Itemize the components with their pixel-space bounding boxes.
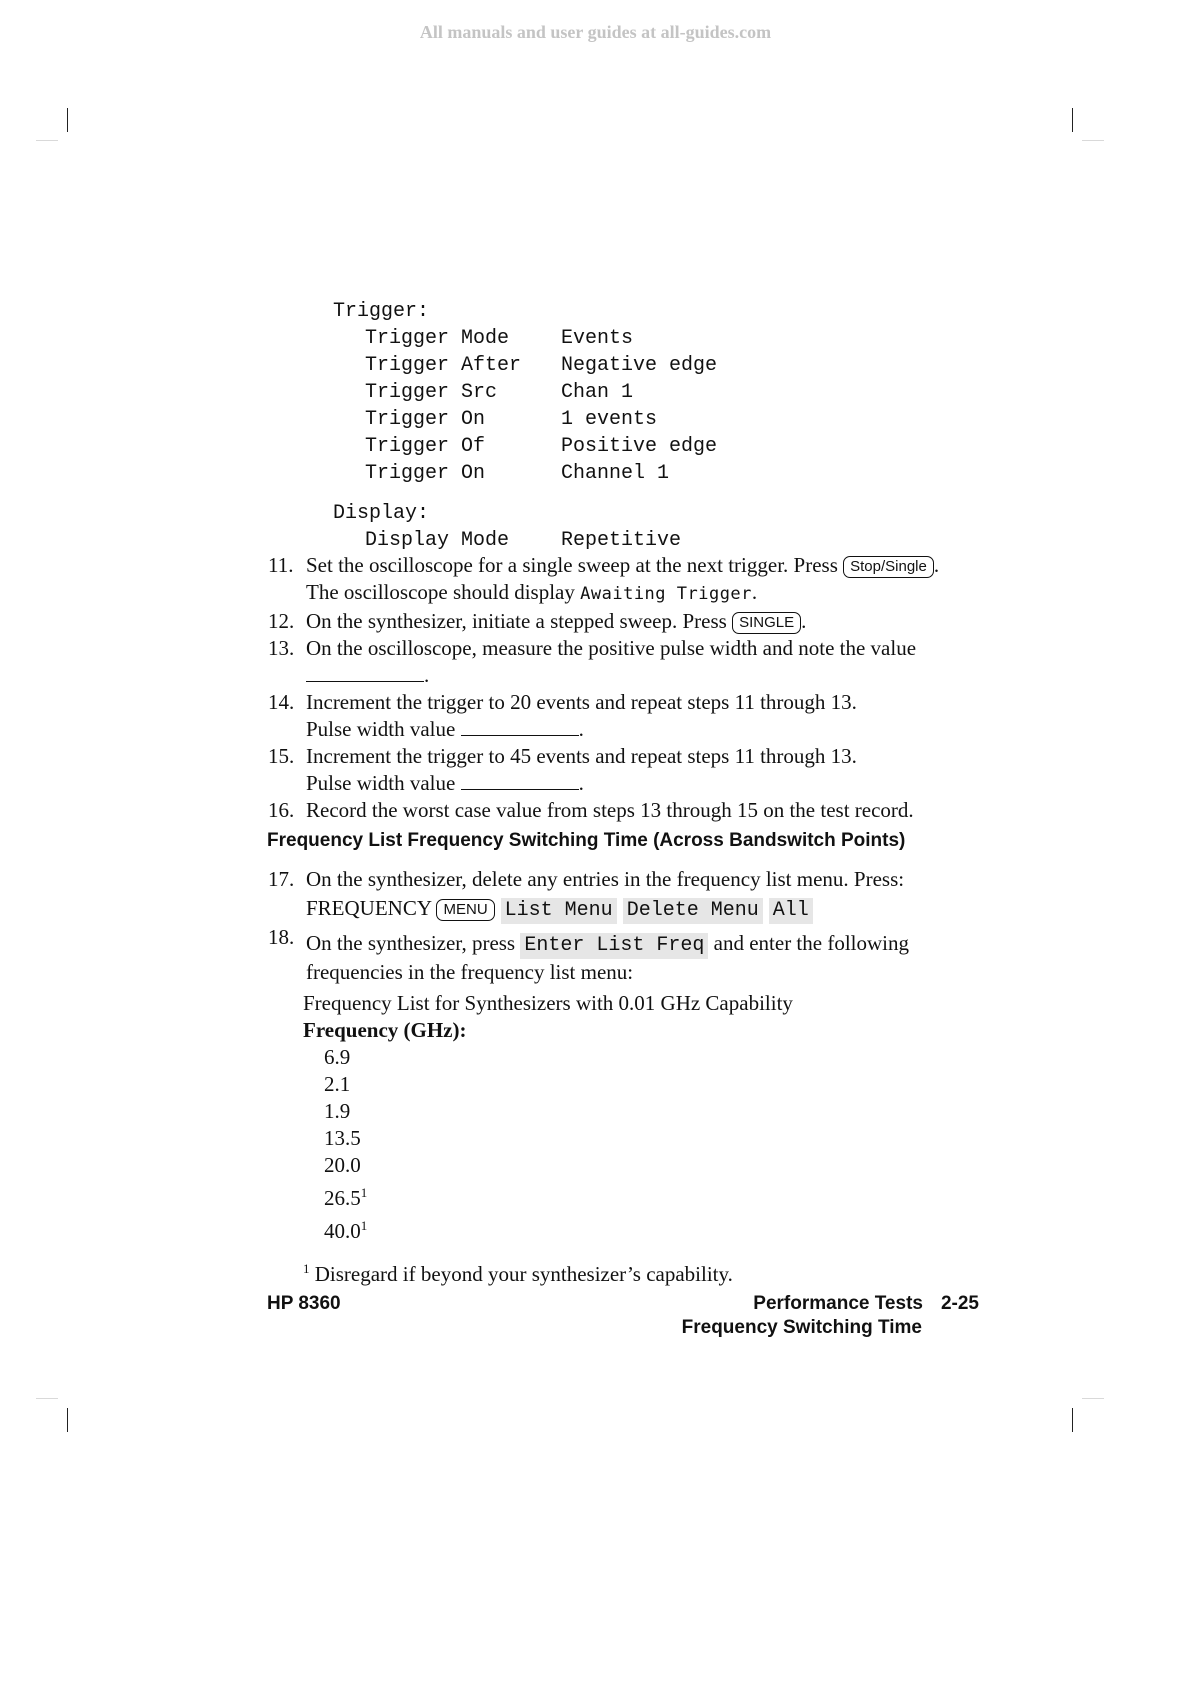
single-key[interactable]: SINGLE [732, 612, 801, 634]
trigger-heading: Trigger: [333, 300, 430, 323]
crop-mark [36, 1398, 58, 1399]
setting-value: Channel 1 [561, 462, 670, 485]
procedure-steps [268, 552, 988, 824]
setting-value: Repetitive [561, 529, 682, 552]
frequency-value: 40.0 [324, 1219, 361, 1243]
footnote-marker: 1 [360, 1185, 368, 1200]
step-16 [268, 797, 988, 824]
step-number: 13. [268, 636, 295, 660]
frequency-value: 13.5 [324, 1126, 361, 1150]
step-punct: . [424, 663, 430, 687]
crop-mark [1072, 108, 1073, 132]
settings-row [365, 527, 681, 554]
step-punct: . [578, 771, 584, 795]
step-15 [268, 743, 988, 797]
step-text: Record the worst case value from steps 13 through 15 on the test record. [306, 798, 914, 822]
settings-row [365, 352, 717, 379]
menu-key[interactable]: MENU [436, 899, 494, 921]
delete-menu-softkey[interactable]: Delete Menu [623, 898, 763, 924]
step-text: Pulse width value [306, 771, 461, 795]
page-number: 2-25 [940, 1293, 979, 1314]
step-punct: . [751, 580, 758, 604]
frequency-value: 6.9 [324, 1045, 351, 1069]
watermark: All manuals and user guides at all-guides.com [419, 22, 772, 42]
setting-label: Trigger Mode [365, 327, 510, 350]
settings-row [365, 433, 717, 460]
answer-blank [461, 771, 579, 790]
display-heading: Display: [333, 502, 430, 525]
crop-mark [1072, 1408, 1073, 1432]
step-text: The oscilloscope should display [306, 580, 581, 604]
step-text: On the synthesizer, delete any entries in the frequency list menu. Press: [306, 867, 905, 891]
setting-value: Events [561, 327, 634, 350]
frequency-list-header: Frequency (GHz): [303, 1018, 467, 1042]
settings-row [365, 460, 717, 487]
step-12 [268, 608, 988, 635]
crop-mark [36, 140, 58, 141]
frequency-value: 26.5 [324, 1186, 361, 1210]
footnote-text: Disregard if beyond your synthesizer’s capability. [309, 1262, 733, 1286]
step-number: 12. [268, 609, 295, 633]
step-text: On the synthesizer, initiate a stepped sweep. Press [306, 609, 733, 633]
list-menu-softkey[interactable]: List Menu [501, 898, 617, 924]
step-number: 18. [268, 925, 295, 949]
frequency-value: 1.9 [324, 1099, 351, 1123]
setting-value: Positive edge [561, 435, 718, 458]
step-17 [268, 866, 988, 924]
display-settings [333, 500, 681, 554]
step-11 [268, 552, 988, 608]
frequency-list [303, 990, 793, 1288]
trigger-settings [333, 298, 717, 487]
step-text: Set the oscilloscope for a single sweep at the next trigger. Press [306, 553, 844, 577]
step-number: 11. [268, 553, 294, 577]
step-text: On the oscilloscope, measure the positive pulse width and note the value [306, 636, 917, 660]
all-softkey[interactable]: All [769, 898, 813, 924]
stop-single-key[interactable]: Stop/Single [843, 556, 934, 578]
step-punct: . [578, 717, 584, 741]
footnote [303, 1255, 793, 1288]
step-punct: . [801, 609, 807, 633]
crop-mark [1082, 1398, 1104, 1399]
setting-value: Chan 1 [561, 381, 634, 404]
section-heading: Frequency List Frequency Switching Time (Across Bandswitch Points) [267, 830, 906, 851]
step-number: 16. [268, 798, 295, 822]
setting-label: Display Mode [365, 529, 510, 552]
enter-list-freq-softkey[interactable]: Enter List Freq [520, 933, 708, 959]
crop-mark [67, 108, 68, 132]
frequency-value: 2.1 [324, 1072, 351, 1096]
footer-section [753, 1293, 979, 1315]
crop-mark [67, 1408, 68, 1432]
setting-label: Trigger On [365, 408, 486, 431]
footnote-number: 1 [303, 1261, 310, 1276]
answer-blank [306, 663, 424, 682]
footer-subsection: Frequency Switching Time [681, 1317, 922, 1338]
step-text: Increment the trigger to 45 events and repeat steps 11 through 13. [306, 744, 857, 768]
step-number: 17. [268, 867, 295, 891]
setting-label: Trigger After [365, 354, 522, 377]
settings-row [365, 379, 717, 406]
setting-value: 1 events [561, 408, 658, 431]
setting-value: Negative edge [561, 354, 718, 377]
footnote-marker: 1 [360, 1218, 368, 1233]
procedure-steps-continued [268, 866, 988, 986]
answer-blank [461, 717, 579, 736]
step-text: Increment the trigger to 20 events and repeat steps 11 through 13. [306, 690, 857, 714]
step-14 [268, 689, 988, 743]
settings-row [365, 325, 717, 352]
footer-section-title: Performance Tests [753, 1293, 923, 1314]
frequency-list-caption: Frequency List for Synthesizers with 0.01 GHz Capability [303, 991, 793, 1015]
setting-label: Trigger On [365, 462, 486, 485]
step-text: Pulse width value [306, 717, 461, 741]
frequency-value: 20.0 [324, 1153, 361, 1177]
settings-row [365, 406, 717, 433]
step-punct: . [933, 553, 940, 577]
setting-label: Trigger Src [365, 381, 498, 404]
scope-display-message: Awaiting Trigger [580, 584, 752, 604]
setting-label: Trigger Of [365, 435, 486, 458]
step-18 [268, 925, 988, 986]
step-number: 15. [268, 744, 295, 768]
step-number: 14. [268, 690, 295, 714]
frequency-key-label: FREQUENCY [306, 896, 437, 920]
step-13 [268, 635, 988, 689]
footer-model: HP 8360 [267, 1293, 341, 1314]
crop-mark [1082, 140, 1104, 141]
step-text: frequencies in the frequency list menu: [306, 960, 634, 984]
step-text: On the synthesizer, press [306, 931, 521, 955]
step-text: and enter the following [708, 931, 909, 955]
